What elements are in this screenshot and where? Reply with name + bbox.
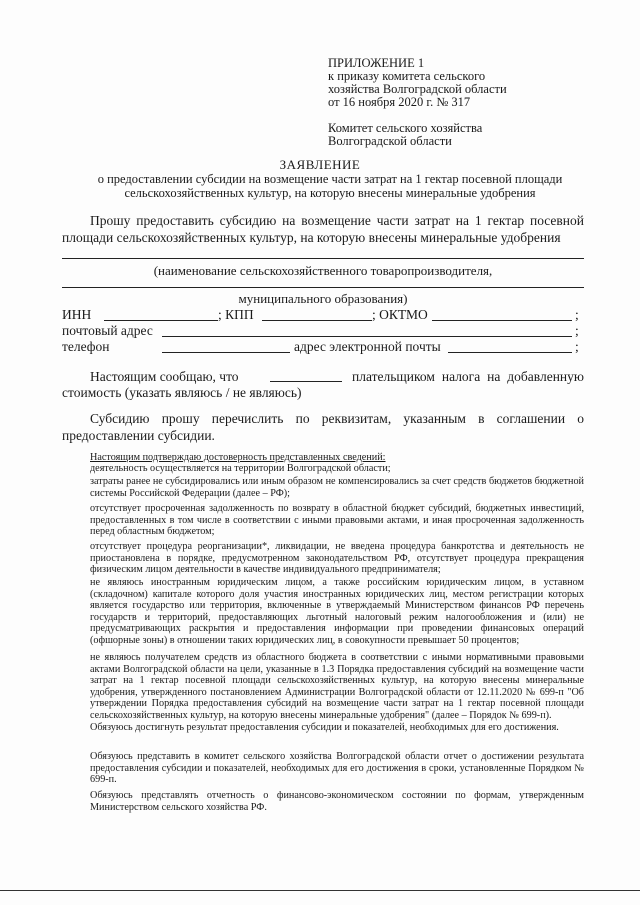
addressee-line-1: Комитет сельского хозяйства [328, 121, 483, 135]
obligation-2: Обязуюсь представить в комитет сельского хозяйства Волгоградской области отчет о достижении результата предоставления субсидии и показателей, необходимых для его достижения в сроки, установленные Порядком № 699-п. [90, 751, 584, 786]
municipality-caption: муниципального образования) [238, 291, 408, 306]
confirm-item-2: затраты ранее не субсидировались или иным образом не компенсировались за счет средств бюджетов бюджетной системы Российской Федерации (далее – РФ); [90, 476, 584, 499]
appendix-label: ПРИЛОЖЕНИЕ 1 [328, 56, 425, 70]
municipality-input-line[interactable] [62, 287, 584, 288]
confirm-item-6: не являюсь получателем средств из областного бюджета в соответствии с иными нормативными правовыми актами Волгоградской области на цели, указанные в 1.3 Порядка предоставления субсидий на возмещение части затрат на 1 гектар посевной площади сельскохозяйственных культур, на которую внесены минеральные удобрения, утвержденного постановлением Администрации Волгоградской области от 12.11.2020 № 699-п "Об утверждении Порядка предоставления субсидий на возмещение части затрат на 1 гектар посевной площади сельскохозяйственных культур, на которую внесены минеральные удобрения" (далее – Порядок № 699-п). [90, 652, 584, 721]
kpp-label: ; КПП [218, 307, 254, 322]
vat-text-start: Настоящим сообщаю, что [90, 369, 239, 384]
confirmation-title: Настоящим подтверждаю достоверность представленных сведений: [90, 452, 386, 463]
phone-field[interactable] [162, 352, 290, 353]
inn-label: ИНН [62, 307, 92, 322]
subtitle-line-1: о предоставлении субсидии на возмещение части затрат на 1 гектар посевной площади [97, 172, 563, 186]
order-date: от 16 ноября 2020 г. № 317 [328, 95, 471, 109]
order-line-2: хозяйства Волгоградской области [328, 82, 507, 96]
phone-label: телефон [62, 339, 110, 354]
semicolon: ; [575, 307, 579, 322]
obligation-1: Обязуюсь достигнуть результат предоставления субсидии и показателей, необходимых для его достижения. [90, 722, 559, 733]
document-title: ЗАЯВЛЕНИЕ [279, 157, 361, 172]
postal-address-label: почтовый адрес [62, 323, 153, 338]
confirm-item-3: отсутствует просроченная задолженность по возврату в областной бюджет субсидий, бюджетных инвестиций, предоставленных в том числе в соответствии с иными правовыми актами, и иная просроченная задолженность перед областным бюджетом; [90, 503, 584, 538]
obligation-3: Обязуюсь представлять отчетность о финансово-экономическом состоянии по формам, утвержденным Министерством сельского хозяйства РФ. [90, 790, 584, 813]
confirm-item-4: отсутствует процедура реорганизации*, ликвидации, не введена процедура банкротства и деятельность не приостановлена в порядке, предусмотренном законодательством РФ, отсутствует процедура прекращения физическим лицом деятельности в качестве индивидуального предпринимателя; [90, 541, 584, 576]
semicolon: ; [575, 339, 579, 354]
oktmo-label: ; ОКТМО [372, 307, 428, 322]
producer-caption: (наименование сельскохозяйственного товаропроизводителя, [153, 263, 493, 278]
subtitle-line-2: сельскохозяйственных культур, на которую внесены минеральные удобрения [124, 186, 536, 200]
semicolon: ; [575, 323, 579, 338]
postal-address-field[interactable] [162, 336, 572, 337]
inn-field[interactable] [104, 320, 218, 321]
page-bottom-edge [0, 890, 640, 891]
transfer-paragraph: Субсидию прошу перечислить по реквизитам, указанным в соглашении о предоставлении субсидии. [62, 411, 584, 443]
confirm-item-5: не являюсь иностранным юридическим лицом, а также российским юридическим лицом, в уставном (складочном) капитале которого доля участия иностранных юридических лиц, местом регистрации которых является государство или территория, включенные в утверждаемый Министерством финансов РФ перечень государств и территорий, предоставляющих льготный налоговый режим налогообложения и (или) не предусматривающих раскрытия и предоставления информации при проведении финансовых операций (офшорные зоны) в отношении таких юридических лиц, в совокупности превышает 50 процентов; [90, 577, 584, 646]
confirm-item-1: деятельность осуществляется на территории Волгоградской области; [90, 463, 391, 474]
email-label: адрес электронной почты [294, 339, 441, 354]
vat-text-note: стоимость (указать являюсь / не являюсь) [62, 385, 302, 400]
email-field[interactable] [448, 352, 572, 353]
vat-status-field[interactable] [270, 381, 342, 382]
request-paragraph: Прошу предоставить субсидию на возмещение части затрат на 1 гектар посевной площади сельскохозяйственных культур, на которую внесены минеральные удобрения [62, 213, 584, 245]
kpp-field[interactable] [262, 320, 372, 321]
addressee-line-2: Волгоградской области [328, 134, 452, 148]
producer-input-line[interactable] [62, 258, 584, 259]
order-line-1: к приказу комитета сельского [328, 69, 486, 83]
vat-text-end: плательщиком налога на добавленную [352, 369, 584, 384]
oktmo-field[interactable] [432, 320, 572, 321]
